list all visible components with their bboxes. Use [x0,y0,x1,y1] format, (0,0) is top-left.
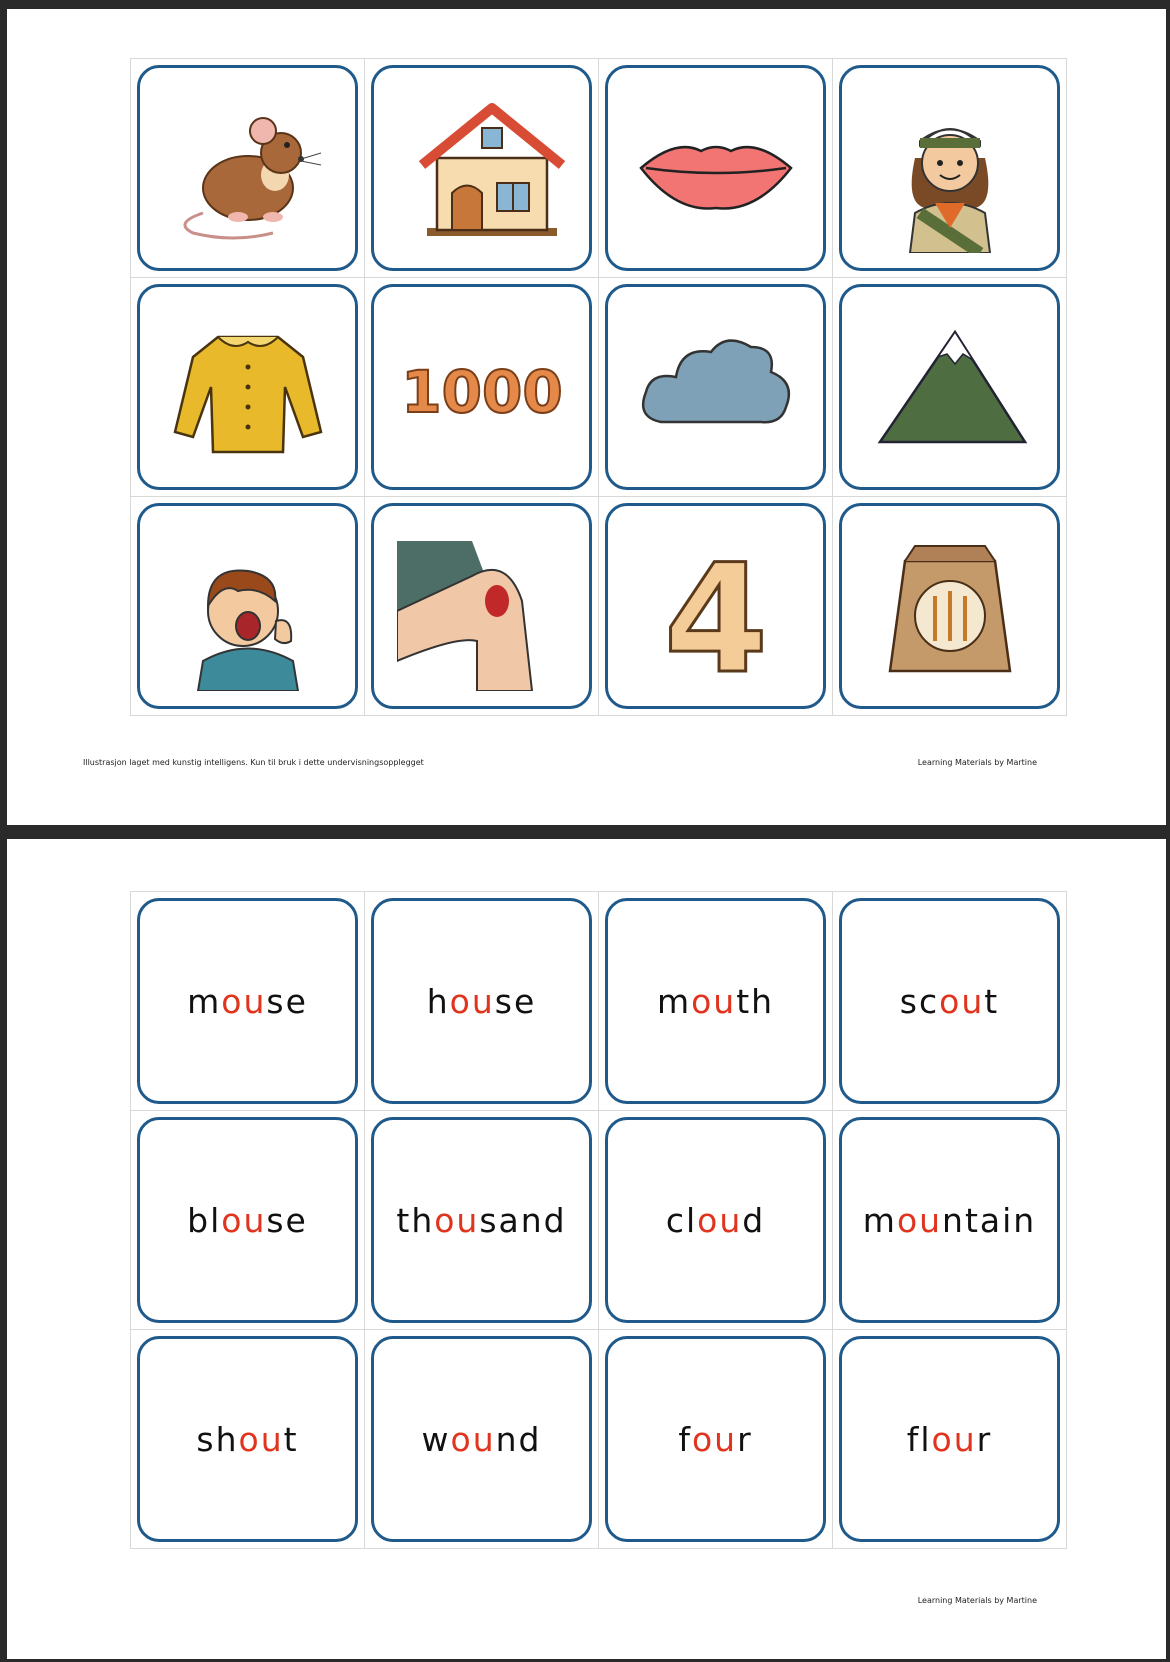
picture-card[interactable] [371,284,592,490]
word-label: scout [899,981,1000,1021]
mouth-icon [631,83,801,253]
word-label: house [426,981,537,1021]
brand-credit: Learning Materials by Martine [917,758,1037,767]
grid-cell [833,1330,1067,1549]
word-card[interactable] [839,898,1060,1104]
word-label: flour [906,1419,993,1459]
word-card[interactable] [605,1336,826,1542]
word-label: mouth [656,981,775,1021]
word-card[interactable] [137,1117,358,1323]
grid-cell [833,278,1067,497]
picture-card-grid [130,58,1067,716]
wound-icon [397,521,567,691]
grid-cell [131,278,365,497]
grid-cell [833,892,1067,1111]
brand-credit: Learning Materials by Martine [917,1596,1037,1605]
word-card[interactable] [839,1117,1060,1323]
grid-cell [365,892,599,1111]
blouse-icon [163,302,333,472]
picture-card[interactable] [839,503,1060,709]
picture-card[interactable] [137,503,358,709]
grid-cell [833,1111,1067,1330]
four-icon [631,521,801,691]
picture-card[interactable] [137,284,358,490]
mountain-icon [865,302,1035,472]
word-label: four [678,1419,753,1459]
mouse-icon [163,83,333,253]
illustration-credit: Illustrasjon laget med kunstig intelligens. Kun til bruk i dette undervisningsopplegget [83,758,424,767]
word-cards-page [7,839,1166,1659]
word-card-grid [130,891,1067,1549]
grid-cell [365,497,599,716]
grid-cell [833,497,1067,716]
word-label: cloud [665,1200,766,1240]
word-card[interactable] [371,898,592,1104]
cloud-icon [631,302,801,472]
word-label: thousand [396,1200,567,1240]
word-card[interactable] [605,1117,826,1323]
shout-icon [163,521,333,691]
picture-cards-page [7,9,1166,825]
grid-cell [131,497,365,716]
word-card[interactable] [839,1336,1060,1542]
grid-cell [599,1111,833,1330]
picture-card[interactable] [371,65,592,271]
grid-cell [833,59,1067,278]
scout-icon [865,83,1035,253]
word-card[interactable] [371,1336,592,1542]
svg-text:1000: 1000 [400,358,563,426]
grid-cell [131,1111,365,1330]
picture-card[interactable] [371,503,592,709]
picture-card[interactable] [839,284,1060,490]
word-card[interactable] [137,898,358,1104]
grid-cell [365,59,599,278]
thousand-icon [397,302,567,472]
svg-text:4: 4 [663,533,768,691]
grid-cell [599,497,833,716]
word-label: shout [196,1419,299,1459]
picture-card[interactable] [605,284,826,490]
grid-cell [599,892,833,1111]
grid-cell [365,1330,599,1549]
grid-cell [599,59,833,278]
word-card[interactable] [137,1336,358,1542]
grid-cell [131,59,365,278]
flour-icon [865,521,1035,691]
word-label: mountain [862,1200,1037,1240]
picture-card[interactable] [605,65,826,271]
grid-cell [131,892,365,1111]
word-label: wound [421,1419,542,1459]
grid-cell [599,1330,833,1549]
picture-card[interactable] [137,65,358,271]
grid-cell [131,1330,365,1549]
grid-cell [599,278,833,497]
house-icon [397,83,567,253]
grid-cell [365,278,599,497]
picture-card[interactable] [839,65,1060,271]
word-card[interactable] [605,898,826,1104]
word-label: blouse [187,1200,308,1240]
word-card[interactable] [371,1117,592,1323]
word-label: mouse [187,981,308,1021]
picture-card[interactable] [605,503,826,709]
grid-cell [365,1111,599,1330]
